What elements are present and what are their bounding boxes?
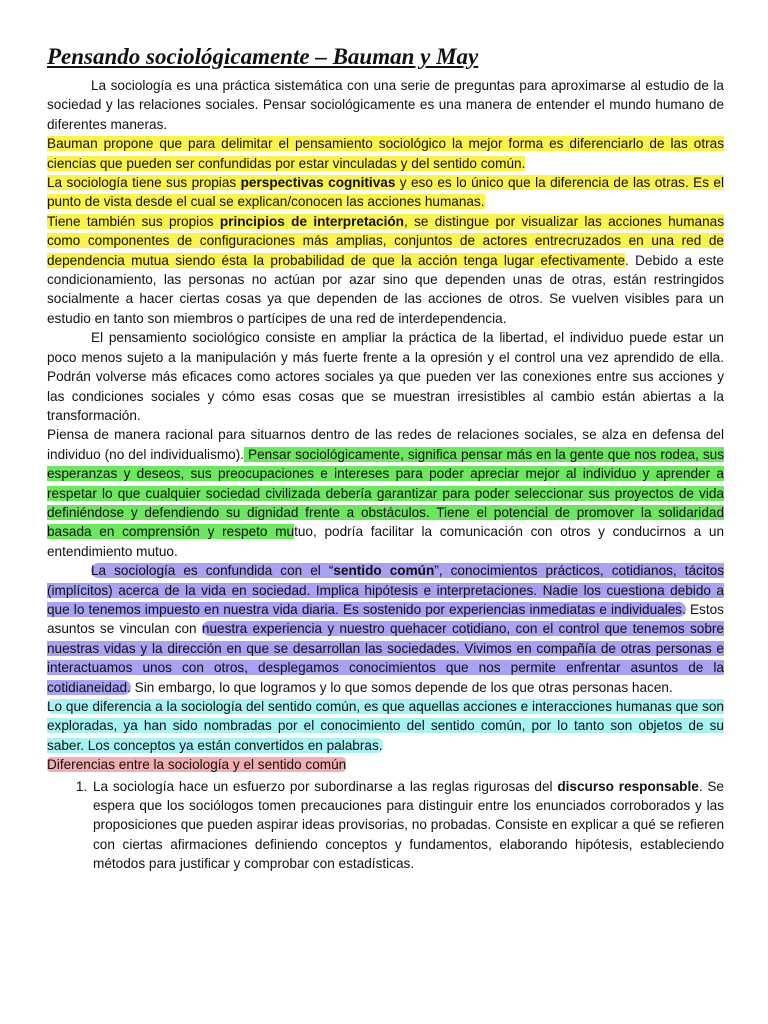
text-run: y eso es lo único que la diferencia de las otras. Es el punto de vista desde el cual se explican/conocen las acciones humanas. xyxy=(47,175,724,210)
bold-term: discurso responsable xyxy=(557,778,699,794)
text-run: Tiene también sus propios xyxy=(47,213,220,229)
text-run: ”, conocimientos prácticos, cotidianos, tácitos (implícitos) acerca de la vida en sociedad. Implica hipótesis e interpretaciones. Nadie los cuestiona debido a que lo tenemos impuesto en nuestra vida diaria. Es sostenido por experiencias inmediatas e individuales. xyxy=(47,563,725,617)
paragraph-rational xyxy=(47,425,724,561)
page-title: Pensando sociológicamente – Bauman y May xyxy=(47,44,479,69)
bold-term: sentido común xyxy=(333,563,435,579)
highlight-green: esperanzas y deseos, sus preocupaciones e intereses para poder apreciar mejor al individuo y aprender a respetar lo que cualquier sociedad civilizada debería garantizar para poder seleccionar sus proyectos de vida definiéndose y defendiendo su dignidad frente a obstáculos. Tiene el potencial de promover la solidaridad basada en comprensión y respeto mu xyxy=(47,466,724,540)
paragraph-perspectives xyxy=(47,173,724,212)
list-item xyxy=(91,777,724,874)
highlight-purple: nuestra experiencia y nuestro quehacer cotidiano, con el control que tenemos sobre nuestras vidas y la dirección en que se desarrollan las sociedades. Vivimos en compañía de otras personas e interactuamos unos con otros, desplegamos conocimientos que nos permite enfrentar asuntos de la cotidianeidad. xyxy=(47,621,724,695)
highlight-yellow: Bauman propone que para delimitar el pensamiento sociológico la mejor forma es diferenciarlo de las otras ciencias que pueden ser confundidas por estar vinculadas y del sentido común. xyxy=(47,136,724,171)
highlight-purple xyxy=(47,563,724,617)
highlight-yellow xyxy=(47,214,724,268)
paragraph-intro: La sociología es una práctica sistemática con una serie de preguntas para aproximarse al estudio de la sociedad y las relaciones sociales. Pensar sociológicamente es una manera de entender el mundo humano de diferentes maneras. xyxy=(47,78,724,132)
text-run: . Debido a este condicionamiento, las personas no actúan por azar sino que dependen unas de otras, están restringidos socialmente a hacer ciertas cosas ya que dependen de las acciones de otros. Se vuelven visibles para un estudio en tanto son miembros o partícipes de una red de interdependencia. xyxy=(47,252,724,326)
bold-term: perspectivas cognitivas xyxy=(240,175,396,191)
paragraph-bauman xyxy=(47,134,724,173)
section-heading xyxy=(47,755,724,774)
text-run: La sociología es confundida con el “ xyxy=(91,563,334,579)
highlight-green: Pensar sociológicamente, significa pensar más en la gente que nos rodea, sus xyxy=(244,446,724,462)
highlight-yellow xyxy=(47,175,724,209)
text-run: Piensa de manera racional para situarnos dentro de las redes de relaciones sociales, se alza en defensa del individuo (no del individualismo). xyxy=(47,427,724,462)
text-run: Sin embargo, lo que logramos y lo que somos depende de los que otras personas hacen. xyxy=(130,679,673,695)
text-run: , se distingue por visualizar las acciones humanas como componentes de configuraciones más amplias, conjuntos de actores entrecruzados en una red de dependencia mutua siendo ésta la probabilidad de que la acción tenga lugar efectivamente xyxy=(47,213,725,268)
document-body xyxy=(47,76,724,874)
text-run: La sociología tiene sus propias xyxy=(47,175,241,191)
highlight-pink: Diferencias entre la sociología y el sentido común xyxy=(47,757,347,773)
paragraph-freedom: El pensamiento sociológico consiste en ampliar la práctica de la libertad, el individuo puede estar un poco menos sujeto a la manipulación y más fuerte frente a la opresión y el control una vez aprendido de ella. Podrán volverse más eficaces como actores sociales ya que pueden ver las conexiones entre sus acciones y las condiciones sociales y cómo esas cosas que se muestran irresistibles al cambio están abiertas a la transformación. xyxy=(47,330,724,423)
differences-list xyxy=(47,777,724,874)
bold-term: principios de interpretación xyxy=(219,213,404,229)
paragraph-principles xyxy=(47,212,724,328)
text-run: La sociología hace un esfuerzo por subordinarse a las reglas rigurosas del xyxy=(93,778,558,794)
text-run: tuo, podría facilitar la comunicación con otros y conducirnos a un entendimiento mutuo. xyxy=(47,524,725,559)
paragraph-common-sense xyxy=(47,561,724,697)
paragraph-difference xyxy=(47,697,724,755)
text-run: Estos asuntos se vinculan con xyxy=(47,601,724,637)
highlight-cyan: Lo que diferencia a la sociología del sentido común, es que aquellas acciones e interacciones humanas que son exploradas, ya han sido nombradas por el conocimiento del sentido común, por lo tanto son objetos de su saber. Los conceptos ya están convertidos en palabras. xyxy=(47,699,724,753)
text-run: . Se espera que los sociólogos tomen precauciones para distinguir entre los enunciados corroborados y las proposiciones que pueden aspirar ideas provisorias, no probadas. Consiste en explicar a qué se refieren con ciertas afirmaciones definiendo conceptos y fundamentos, elaborando hipótesis, estableciendo métodos para justificar y comprobar con estadísticas. xyxy=(93,778,724,872)
